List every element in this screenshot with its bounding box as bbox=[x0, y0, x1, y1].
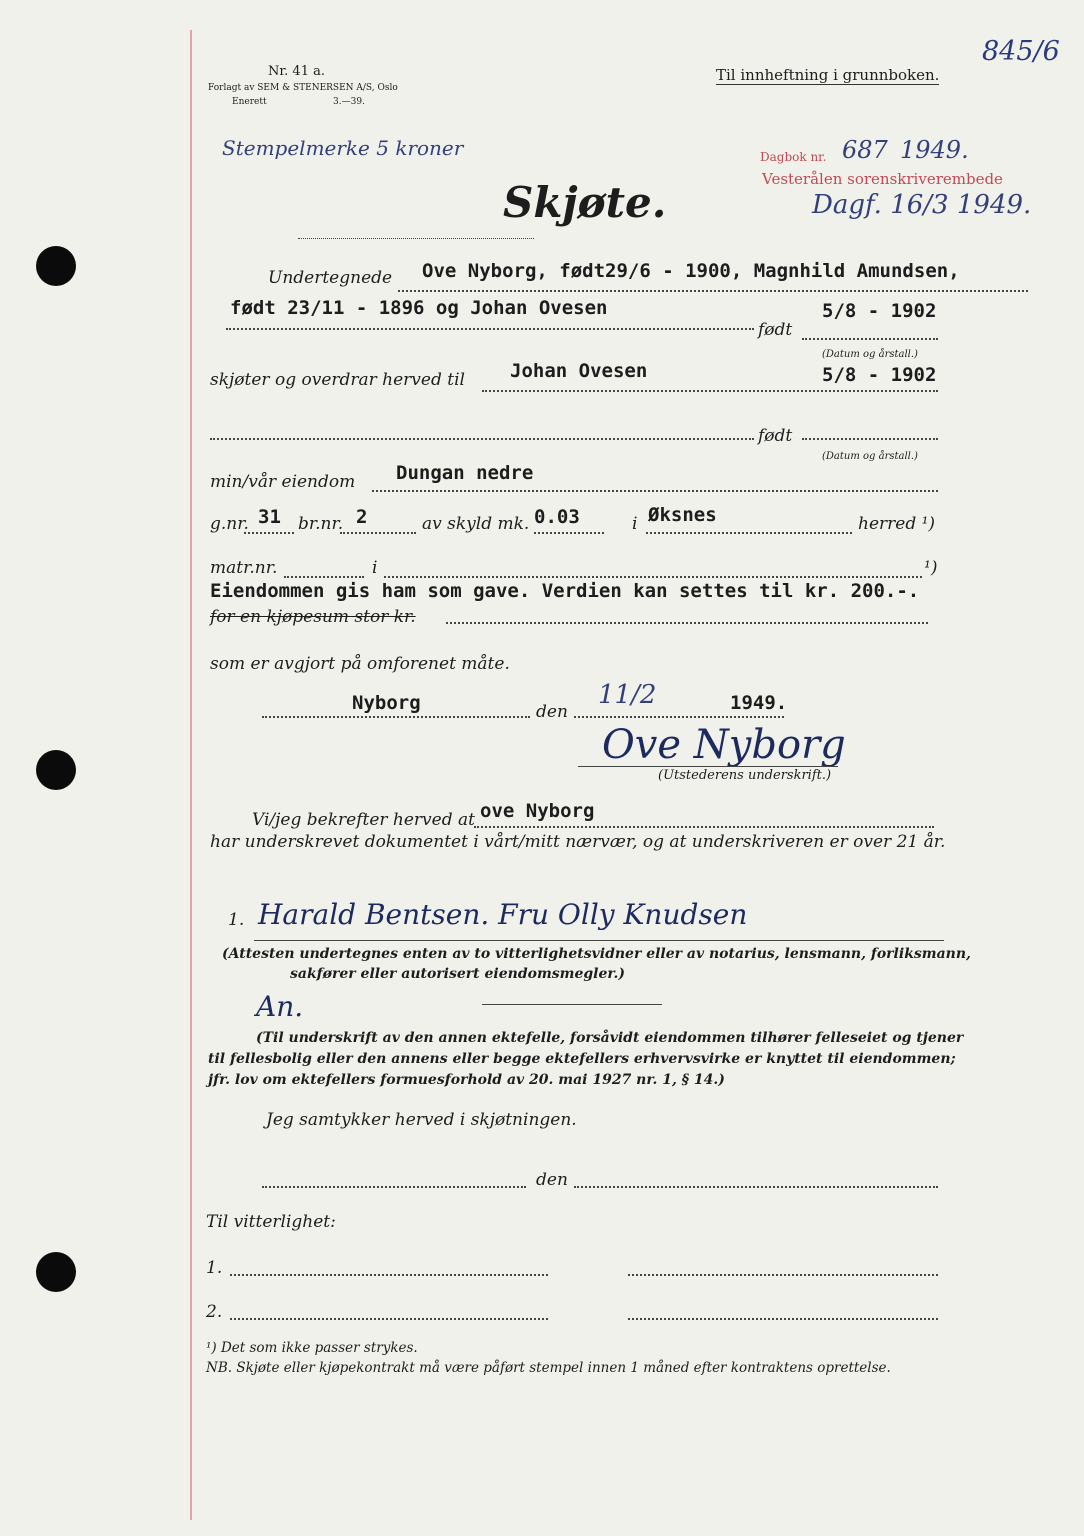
spouse-initials: An. bbox=[256, 990, 304, 1023]
parties-label: Undertegnede bbox=[268, 268, 393, 288]
signature-line bbox=[578, 766, 838, 767]
witness-note-1: (Attesten undertegnes enten av to vitterlighetsvidner eller av notarius, lensmann, forliksmann, bbox=[222, 946, 971, 962]
consent-den-label: den bbox=[536, 1170, 568, 1190]
confirm-text: har underskrevet dokumentet i vårt/mitt nærvær, og at underskriveren er over 21 år. bbox=[210, 832, 946, 852]
property-label: min/vår eiendom bbox=[210, 472, 356, 492]
publisher: Forlagt av SEM & STENERSEN A/S, Oslo bbox=[208, 83, 398, 93]
issuer-signature: Ove Nyborg bbox=[602, 722, 846, 768]
fill-line bbox=[230, 1318, 548, 1320]
footnote-1: ¹) Det som ikke passer strykes. bbox=[206, 1340, 418, 1356]
matr-label: matr.nr. bbox=[210, 558, 278, 578]
edition: 3.—39. bbox=[333, 97, 365, 107]
fill-line bbox=[284, 576, 364, 578]
municipality: Øksnes bbox=[648, 504, 717, 526]
fill-line bbox=[474, 826, 934, 828]
fill-line bbox=[802, 438, 938, 440]
attest-1-number: 1. bbox=[206, 1258, 223, 1278]
punch-hole bbox=[36, 750, 76, 790]
parties-birthdate: 5/8 - 1902 bbox=[822, 300, 937, 322]
confirm-label: Vi/jeg bekrefter herved at bbox=[252, 810, 475, 830]
registration-date: Dagf. 16/3 1949. bbox=[812, 190, 1032, 220]
gift-statement: Eiendommen gis ham som gave. Verdien kan settes til kr. 200.-. bbox=[210, 580, 920, 602]
fill-line bbox=[262, 716, 530, 718]
witness-signatures: Harald Bentsen. Fru Olly Knudsen bbox=[258, 898, 748, 931]
fill-line bbox=[446, 622, 928, 624]
herred-label: herred ¹) bbox=[858, 514, 936, 534]
bnr-value: 2 bbox=[356, 506, 368, 528]
signing-place: Nyborg bbox=[352, 692, 421, 714]
spouse-note-2: til fellesbolig eller den annens eller begge ektefellers erhvervsvirke er knyttet til eiendommen; bbox=[208, 1051, 956, 1067]
document-title: Skjøte. bbox=[503, 178, 667, 227]
born-label: født bbox=[758, 320, 793, 340]
parties-line-1: Ove Nyborg, født29/6 - 1900, Magnhild Amundsen, bbox=[422, 260, 960, 282]
gnr-label: g.nr. bbox=[210, 514, 249, 534]
fill-line bbox=[210, 438, 754, 440]
signing-year: 1949. bbox=[730, 692, 788, 714]
diary-year: 1949. bbox=[900, 136, 969, 164]
diary-number: 687 bbox=[842, 136, 888, 164]
fill-line bbox=[628, 1274, 938, 1276]
fill-line bbox=[262, 1186, 526, 1188]
margin-rule bbox=[190, 30, 192, 1520]
bnr-label: br.nr. bbox=[298, 514, 344, 534]
transferee-birthdate: 5/8 - 1902 bbox=[822, 364, 937, 386]
date-note: (Datum og årstall.) bbox=[822, 349, 918, 360]
footnote-2: NB. Skjøte eller kjøpekontrakt må være påført stempel innen 1 måned efter kontraktens oprettelse. bbox=[206, 1360, 891, 1376]
date-note: (Datum og årstall.) bbox=[822, 451, 918, 462]
in-label: i bbox=[632, 514, 638, 534]
consent-text: Jeg samtykker herved i skjøtningen. bbox=[266, 1110, 577, 1130]
transferee-name: Johan Ovesen bbox=[510, 360, 648, 382]
fill-line bbox=[534, 532, 604, 534]
fill-line bbox=[574, 716, 784, 718]
page-number: 845/6 bbox=[982, 36, 1060, 67]
fill-line bbox=[398, 290, 1028, 292]
punch-hole bbox=[36, 1252, 76, 1292]
signature-line bbox=[254, 940, 944, 941]
stamp-fee-note: Stempelmerke 5 kroner bbox=[222, 136, 464, 160]
rights: Enerett bbox=[232, 97, 267, 107]
den-label: den bbox=[536, 702, 568, 722]
born-label: født bbox=[758, 426, 793, 446]
fill-line bbox=[628, 1318, 938, 1320]
footnote-mark: ¹) bbox=[924, 558, 938, 578]
court-office-stamp: Vesterålen sorenskriverembede bbox=[762, 170, 1003, 188]
matr-in-label: i bbox=[372, 558, 378, 578]
punch-hole bbox=[36, 246, 76, 286]
fill-line bbox=[226, 328, 754, 330]
fill-line bbox=[802, 338, 938, 340]
signature-caption: (Utstederens underskrift.) bbox=[658, 768, 832, 783]
form-number: Nr. 41 a. bbox=[268, 64, 325, 79]
skyld-label: av skyld mk. bbox=[422, 514, 530, 534]
witness-1-number: 1. bbox=[228, 910, 245, 930]
struck-purchase-price: for en kjøpesum stor kr. bbox=[210, 607, 416, 627]
agreed-text: som er avgjort på omforenet måte. bbox=[210, 654, 510, 674]
fill-line bbox=[482, 390, 938, 392]
fill-line bbox=[384, 576, 922, 578]
parties-line-2: født 23/11 - 1896 og Johan Ovesen bbox=[230, 297, 608, 319]
signature-line bbox=[482, 1004, 662, 1005]
gnr-value: 31 bbox=[258, 506, 281, 528]
fill-line bbox=[372, 490, 938, 492]
diary-label: Dagbok nr. bbox=[760, 150, 827, 164]
attest-2-number: 2. bbox=[206, 1302, 223, 1322]
fill-line bbox=[340, 532, 416, 534]
confirm-name: ove Nyborg bbox=[480, 800, 595, 822]
skyld-value: 0.03 bbox=[534, 506, 580, 528]
attest-label: Til vitterlighet: bbox=[206, 1212, 336, 1232]
property-name: Dungan nedre bbox=[396, 462, 534, 484]
binding-note: Til innheftning i grunnboken. bbox=[716, 66, 940, 84]
fill-line bbox=[230, 1274, 548, 1276]
fill-line bbox=[244, 532, 294, 534]
fill-line bbox=[574, 1186, 938, 1188]
signing-date: 11/2 bbox=[598, 680, 657, 710]
title-divider bbox=[298, 238, 534, 239]
witness-note-2: sakfører eller autorisert eiendomsmegler.) bbox=[290, 966, 625, 982]
transfer-label: skjøter og overdrar herved til bbox=[210, 370, 465, 390]
fill-line bbox=[646, 532, 852, 534]
spouse-note-3: jfr. lov om ektefellers formuesforhold av 20. mai 1927 nr. 1, § 14.) bbox=[208, 1072, 725, 1088]
spouse-note-1: (Til underskrift av den annen ektefelle, forsåvidt eiendommen tilhører felleseiet og tjener bbox=[256, 1030, 964, 1046]
